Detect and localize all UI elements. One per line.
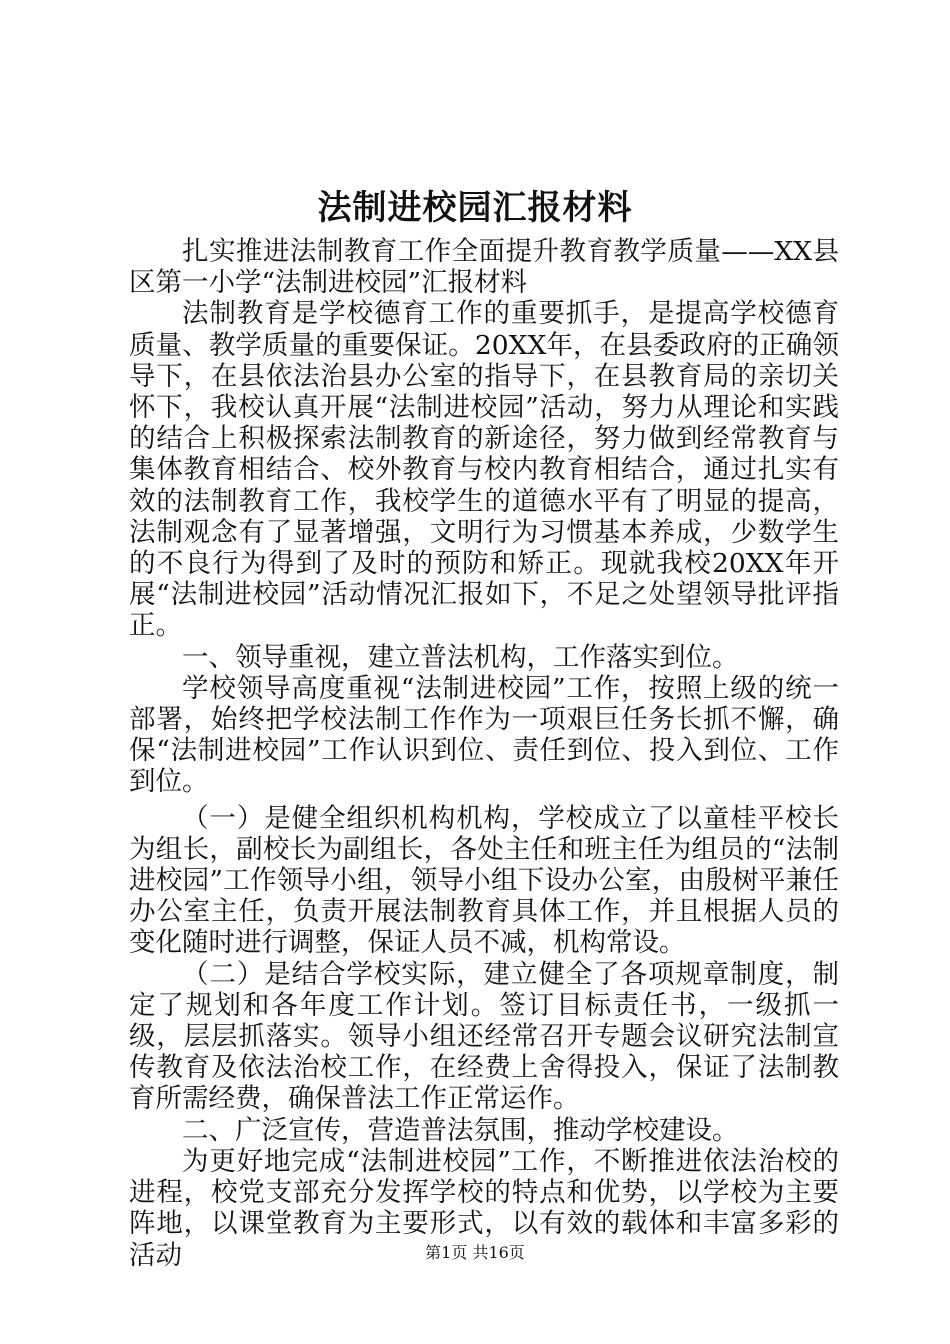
paragraph-intro: 法制教育是学校德育工作的重要抓手，是提高学校德育质量、教学质量的重要保证。20XX年，在县委政府的正确领导下，在县依法治县办公室的指导下，在县教育局的亲切关怀下，我校认真开展“法制进校园”活动，努力从理论和实践的结合上积极探索法制教育的新途径，努力做到经常教育与集体教育相结合、校外教育与校内教育相结合，通过扎实有效的法制教育工作，我校学生的道德水平有了明显的提高，法制观念有了显著增强，文明行为习惯基本养成，少数学生的不良行为得到了及时的预防和矫正。现就我校20XX年开展“法制进校园”活动情况汇报如下，不足之处望领导批评指正。 [129,298,839,642]
section-heading-2: 二、广泛宣传，营造普法氛围，推动学校建设。 [182,1114,739,1146]
document-body [129,236,839,1271]
page-number-footer: 第1页 共16页 [425,1243,525,1262]
section-heading-1: 一、领导重视，建立普法机构，工作落实到位。 [182,641,739,673]
paragraph-subtitle: 扎实推进法制教育工作全面提升教育教学质量——XX县区第一小学“法制进校园”汇报材料 [129,236,839,299]
paragraph-section-2: 为更好地完成“法制进校园”工作，不断推进依法治校的进程，校党支部充分发挥学校的特点和优势，以学校为主要阵地，以课堂教育为主要形式，以有效的载体和丰富多彩的活动 [129,1145,839,1271]
document-title: 法制进校园汇报材料 [317,188,633,228]
paragraph-item-2: （二）是结合学校实际，建立健全了各项规章制度，制定了规划和各年度工作计划。签订目标责任书，一级抓一级，层层抓落实。领导小组还经常召开专题会议研究法制宣传教育及依法治校工作，在经费上舍得投入，保证了法制教育所需经费，确保普法工作正常运作。 [129,958,839,1115]
paragraph-section-1: 学校领导高度重视“法制进校园”工作，按照上级的统一部署，始终把学校法制工作作为一项艰巨任务长抓不懈，确保“法制进校园”工作认识到位、责任到位、投入到位、工作到位。 [129,672,839,798]
paragraph-item-1: （一）是健全组织机构机构，学校成立了以童桂平校长为组长，副校长为副组长，各处主任和班主任为组员的“法制进校园”工作领导小组，领导小组下设办公室，由殷树平兼任办公室主任，负责开展法制教育具体工作，并且根据人员的变化随时进行调整，保证人员不减，机构常设。 [129,802,839,959]
